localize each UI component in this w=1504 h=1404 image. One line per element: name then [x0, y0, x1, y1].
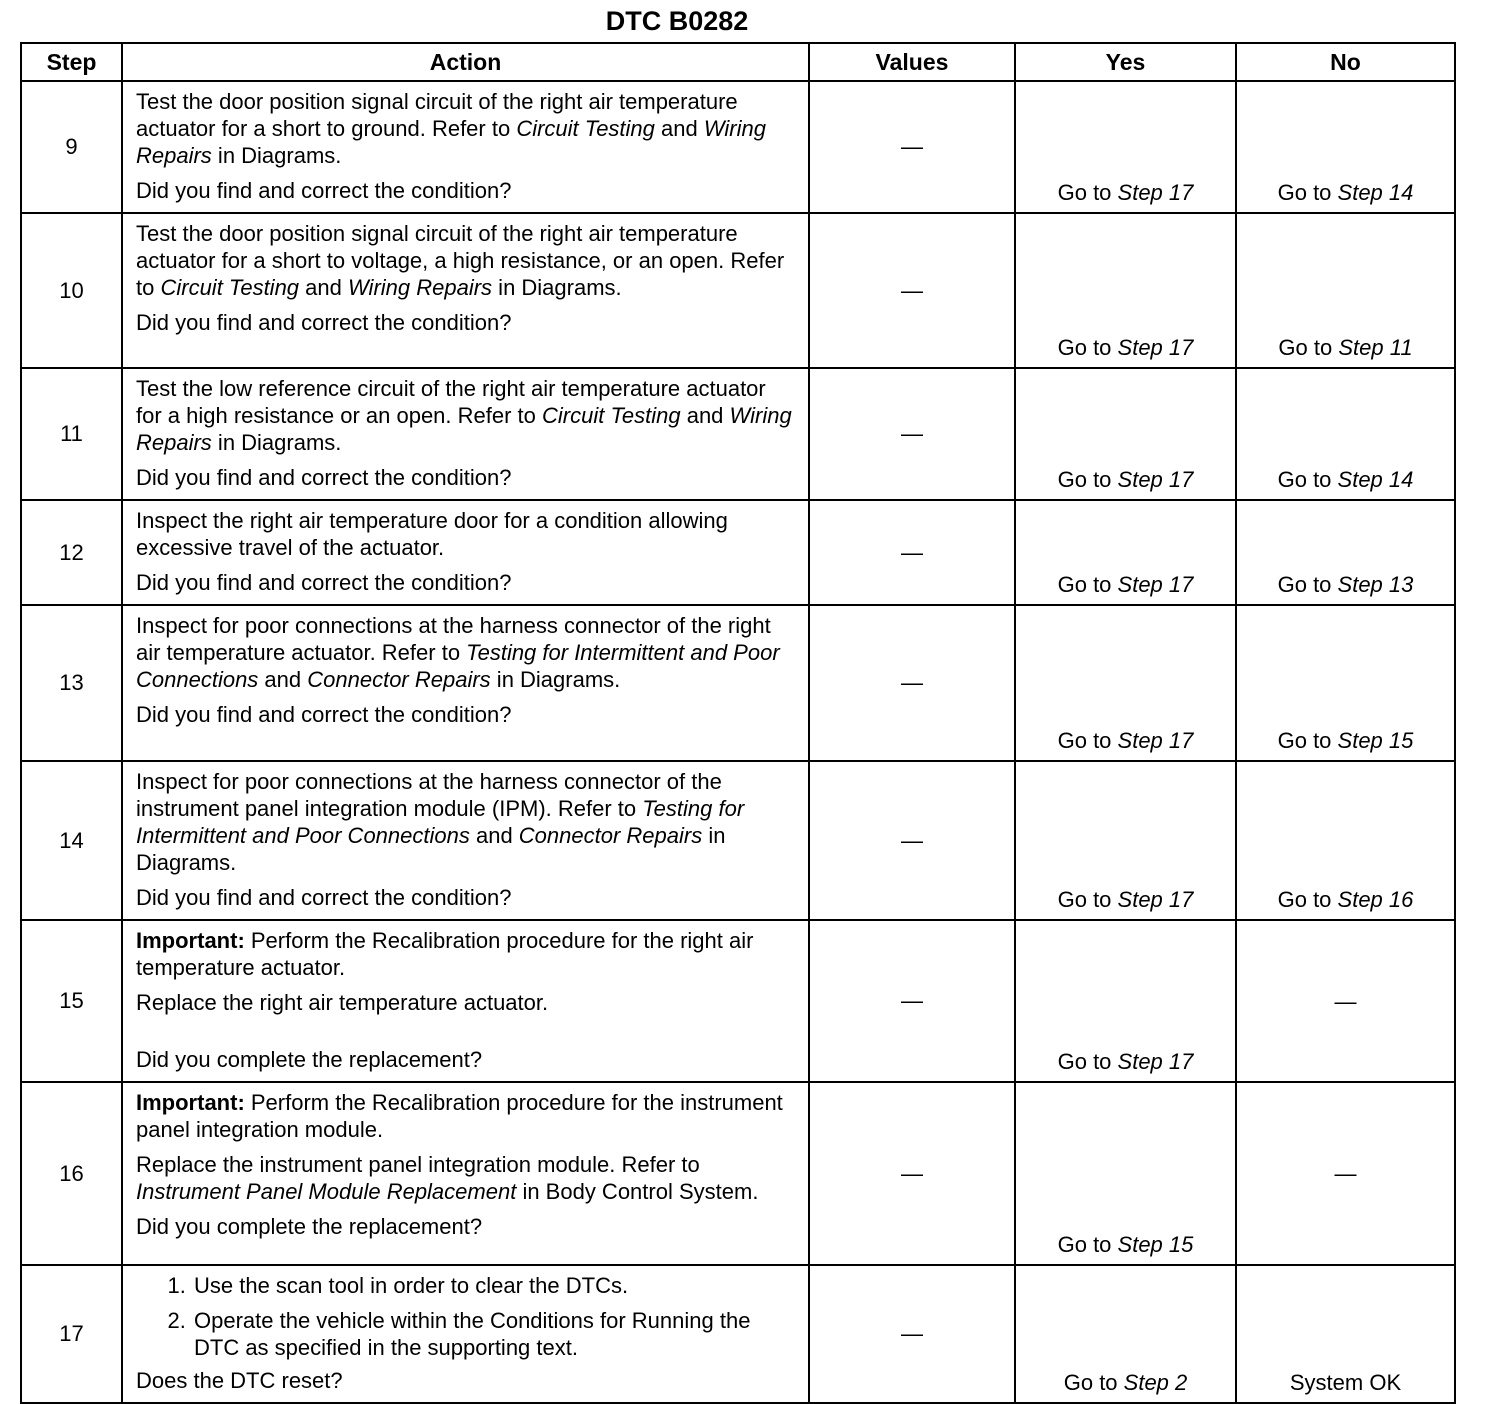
yes-step-link: Step 17 — [1117, 572, 1194, 597]
values-cell — [809, 368, 1015, 500]
action-question: Did you find and correct the condition? — [136, 310, 512, 335]
step-number: 17 — [21, 1265, 122, 1403]
step-number: 10 — [21, 213, 122, 368]
table-row — [21, 1082, 1455, 1265]
no-cell: Go to Step 14 — [1236, 81, 1455, 213]
no-cell — [1236, 1082, 1455, 1265]
header-no: No — [1236, 43, 1455, 81]
action-cell — [122, 920, 809, 1082]
values-cell — [809, 500, 1015, 605]
yes-cell: Go to Step 17 — [1015, 213, 1236, 368]
no-step-link: Step 13 — [1337, 572, 1414, 597]
header-row — [21, 43, 1455, 81]
action-cell — [122, 213, 809, 368]
no-step-link: Step 14 — [1337, 180, 1414, 205]
table-row — [21, 920, 1455, 1082]
step-number: 9 — [21, 81, 122, 213]
no-cell: Go to Step 14 — [1236, 368, 1455, 500]
yes-step-link: Step 17 — [1117, 335, 1194, 360]
values-cell — [809, 605, 1015, 761]
yes-cell: Go to Step 17 — [1015, 605, 1236, 761]
step-number: 12 — [21, 500, 122, 605]
values-dash: — — [901, 539, 923, 565]
important-label: Important: — [136, 928, 245, 953]
yes-cell: Go to Step 2 — [1015, 1265, 1236, 1403]
yes-step-link: Step 17 — [1117, 1049, 1194, 1074]
table-row — [21, 605, 1455, 761]
yes-cell: Go to Step 17 — [1015, 920, 1236, 1082]
action-text: Inspect the right air temperature door for a condition allowing excessive travel of the actuator. — [136, 508, 728, 560]
action-question: Did you complete the replacement? — [136, 1047, 483, 1072]
important-label: Important: — [136, 1090, 245, 1115]
step-number: 11 — [21, 368, 122, 500]
values-cell — [809, 920, 1015, 1082]
values-dash: — — [901, 134, 923, 159]
action-question: Did you find and correct the condition? — [136, 465, 512, 490]
yes-step-link: Step 17 — [1117, 728, 1194, 753]
no-cell: Go to Step 11 — [1236, 213, 1455, 368]
action-cell — [122, 761, 809, 920]
yes-step-link: Step 15 — [1117, 1232, 1194, 1257]
no-dash: — — [1334, 988, 1357, 1014]
action-question: Does the DTC reset? — [136, 1368, 343, 1393]
action-question: Did you find and correct the condition? — [136, 702, 512, 727]
action-question: Did you find and correct the condition? — [136, 885, 512, 910]
page-title: DTC B0282 — [605, 6, 749, 36]
yes-cell: Go to Step 17 — [1015, 761, 1236, 920]
no-dash: — — [1334, 1161, 1357, 1186]
header-step: Step — [21, 43, 122, 81]
values-cell — [809, 1082, 1015, 1265]
header-yes: Yes — [1015, 43, 1236, 81]
action-text: Test the door position signal circuit of the right air temperature actuator for a short to voltage, a high resistance, or an open. Refer to Circuit Testing and Wiring Repairs in Diagrams. — [136, 221, 785, 300]
table-row — [21, 81, 1455, 213]
header-values: Values — [809, 43, 1015, 81]
system-ok-text: System OK — [1289, 1370, 1402, 1395]
step-number: 15 — [21, 920, 122, 1082]
values-cell — [809, 1265, 1015, 1403]
action-text: Test the door position signal circuit of the right air temperature actuator for a short to ground. Refer to Circuit Testing and Wiring Repairs in Diagrams. — [136, 89, 766, 168]
step-number: 16 — [21, 1082, 122, 1265]
no-cell: Go to Step 13 — [1236, 500, 1455, 605]
values-dash: — — [901, 277, 923, 303]
no-step-link: Step 15 — [1337, 728, 1414, 753]
important-note: Important: Perform the Recalibration procedure for the right air temperature actuator. — [136, 928, 754, 980]
table-row — [21, 500, 1455, 605]
yes-step-link: Step 17 — [1117, 467, 1194, 492]
action-cell — [122, 605, 809, 761]
values-cell — [809, 81, 1015, 213]
action-text: Replace the instrument panel integration module. Refer to Instrument Panel Module Replacement in Body Control System. — [136, 1152, 759, 1204]
no-step-link: Step 14 — [1337, 467, 1414, 492]
important-note: Important: Perform the Recalibration procedure for the instrument panel integration module. — [136, 1090, 783, 1142]
table-row — [21, 1265, 1455, 1403]
values-dash: — — [901, 1321, 923, 1346]
no-cell — [1236, 1265, 1455, 1403]
values-dash: — — [901, 988, 923, 1013]
no-cell — [1236, 920, 1455, 1082]
step-number: 14 — [21, 761, 122, 920]
values-dash: — — [901, 827, 923, 853]
no-cell: Go to Step 16 — [1236, 761, 1455, 920]
yes-step-link: Step 2 — [1123, 1370, 1188, 1395]
action-cell — [122, 368, 809, 500]
values-dash: — — [901, 1160, 923, 1186]
table-row — [21, 368, 1455, 500]
action-text: Replace the right air temperature actuator. — [136, 990, 549, 1015]
action-cell — [122, 81, 809, 213]
yes-step-link: Step 17 — [1117, 180, 1194, 205]
action-cell — [122, 500, 809, 605]
yes-cell: Go to Step 17 — [1015, 500, 1236, 605]
yes-step-link: Step 17 — [1117, 887, 1194, 912]
action-question: Did you find and correct the condition? — [136, 570, 512, 595]
no-cell: Go to Step 15 — [1236, 605, 1455, 761]
list-item: 2. Operate the vehicle within the Conditions for Running the DTC as specified in the supporting text. — [192, 1307, 796, 1361]
step-number: 13 — [21, 605, 122, 761]
list-item: 1. Use the scan tool in order to clear the DTCs. — [192, 1272, 796, 1299]
values-dash: — — [901, 670, 923, 695]
action-cell — [122, 1082, 809, 1265]
action-question: Did you find and correct the condition? — [136, 178, 512, 203]
values-cell — [809, 761, 1015, 920]
yes-cell: Go to Step 15 — [1015, 1082, 1236, 1265]
no-step-link: Step 11 — [1338, 335, 1413, 360]
no-step-link: Step 16 — [1337, 887, 1414, 912]
action-question: Did you complete the replacement? — [136, 1214, 483, 1239]
action-text: Inspect for poor connections at the harness connector of the right air temperature actuator. Refer to Testing for Intermittent and Poor Connections and Connector Repairs in Diagrams. — [136, 613, 780, 692]
yes-cell: Go to Step 17 — [1015, 81, 1236, 213]
values-cell — [809, 213, 1015, 368]
yes-cell: Go to Step 17 — [1015, 368, 1236, 500]
header-action: Action — [122, 43, 809, 81]
procedure-list — [136, 1272, 796, 1361]
action-text: Test the low reference circuit of the right air temperature actuator for a high resistance or an open. Refer to Circuit Testing and Wiring Repairs in Diagrams. — [136, 376, 792, 455]
action-text: Inspect for poor connections at the harness connector of the instrument panel integration module (IPM). Refer to Testing for Intermittent and Poor Connections and Connector Repairs in Diagrams. — [136, 769, 745, 875]
table-row — [21, 213, 1455, 368]
action-cell — [122, 1265, 809, 1403]
table-row — [21, 761, 1455, 920]
dtc-table — [20, 42, 1456, 1404]
values-dash: — — [901, 421, 923, 446]
